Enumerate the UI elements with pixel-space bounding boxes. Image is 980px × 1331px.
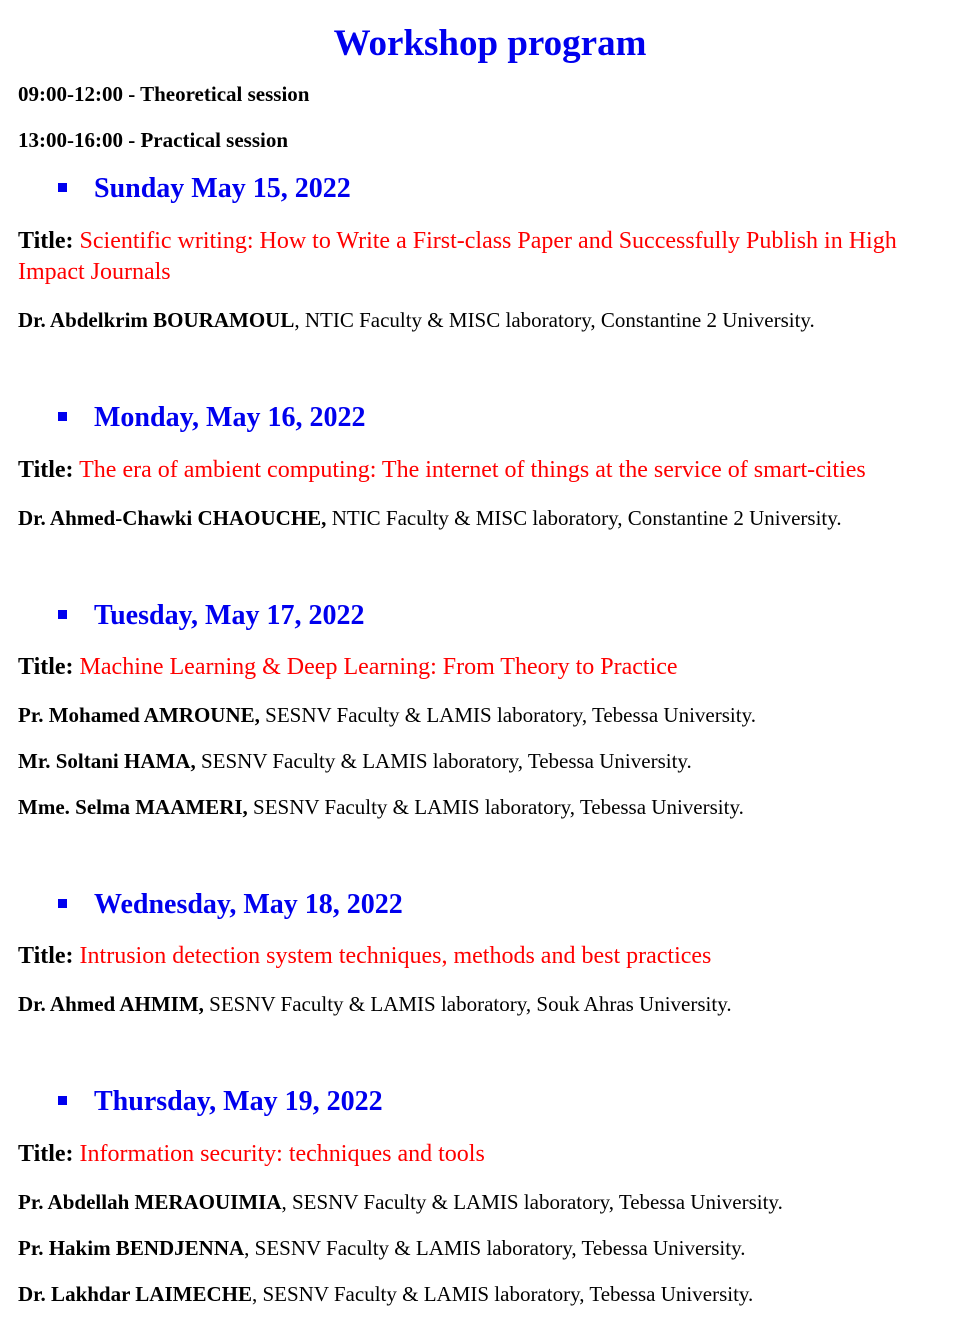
page-title: Workshop program [333,23,647,64]
talk-title-tuesday [18,652,968,683]
speaker-line [18,505,968,531]
speaker-affiliation: , SESNV Faculty & LAMIS laboratory, Tebessa University. [251,1282,754,1306]
square-bullet-icon [58,610,67,619]
day-heading-monday: Monday, May 16, 2022 [94,402,366,433]
speaker-name: Dr. Abdelkrim BOURAMOUL [18,308,295,332]
speaker-affiliation: SESNV Faculty & LAMIS laboratory, Tebessa University. [247,795,744,819]
talk-title-sunday [18,226,968,288]
day-heading-sunday: Sunday May 15, 2022 [94,173,351,204]
day-heading-tuesday: Tuesday, May 17, 2022 [94,600,365,631]
speaker-line [18,1235,968,1261]
schedule-label: Practical session [140,128,289,152]
schedule-theoretical [18,81,309,107]
talk-title-text: Intrusion detection system techniques, methods and best practices [79,943,712,969]
speaker-affiliation: SESNV Faculty & LAMIS laboratory, Tebessa University. [195,749,692,773]
title-label: Title: [18,1141,74,1167]
speaker-name: Dr. Lakhdar LAIMECHE [18,1282,252,1306]
schedule-time: 13:00-16:00 [18,128,123,152]
speaker-affiliation: , SESNV Faculty & LAMIS laboratory, Tebessa University. [281,1190,783,1214]
speaker-name: Mme. Selma MAAMERI, [18,795,248,819]
speaker-line [18,748,968,774]
square-bullet-icon [58,412,67,421]
speaker-line [18,1189,968,1215]
schedule-label: Theoretical session [140,82,310,106]
talk-title-wednesday [18,941,968,972]
speaker-name: Pr. Abdellah MERAOUIMIA [18,1190,282,1214]
square-bullet-icon [58,1096,67,1105]
title-label: Title: [18,228,74,254]
talk-title-thursday [18,1139,968,1170]
speaker-name: Pr. Mohamed AMROUNE, [18,703,260,727]
schedule-practical [18,127,288,153]
schedule-time: 09:00-12:00 [18,82,123,106]
speaker-line [18,794,968,820]
speaker-affiliation: , NTIC Faculty & MISC laboratory, Constantine 2 University. [294,308,815,332]
schedule-separator: - [122,82,141,106]
title-label: Title: [18,943,74,969]
title-label: Title: [18,457,74,483]
talk-title-monday [18,455,968,486]
talk-title-text: Machine Learning & Deep Learning: From Theory to Practice [79,654,678,680]
day-heading-thursday: Thursday, May 19, 2022 [94,1086,383,1117]
speaker-affiliation: NTIC Faculty & MISC laboratory, Constantine 2 University. [326,506,842,530]
talk-title-text: The era of ambient computing: The internet of things at the service of smart-cities [79,457,866,483]
speaker-line [18,307,968,333]
square-bullet-icon [58,183,67,192]
speaker-line [18,702,968,728]
talk-title-text: Scientific writing: How to Write a First-class Paper and Successfully Publish in High Impact Journals [18,228,897,285]
speaker-name: Dr. Ahmed-Chawki CHAOUCHE, [18,506,327,530]
speaker-name: Pr. Hakim BENDJENNA [18,1236,245,1260]
speaker-name: Dr. Ahmed AHMIM, [18,992,204,1016]
day-heading-wednesday: Wednesday, May 18, 2022 [94,889,403,920]
speaker-affiliation: SESNV Faculty & LAMIS laboratory, Tebessa University. [259,703,756,727]
speaker-line [18,1281,968,1307]
speaker-affiliation: , SESNV Faculty & LAMIS laboratory, Tebessa University. [244,1236,746,1260]
speaker-name: Mr. Soltani HAMA, [18,749,196,773]
title-label: Title: [18,654,74,680]
speaker-affiliation: SESNV Faculty & LAMIS laboratory, Souk Ahras University. [203,992,732,1016]
schedule-separator: - [122,128,141,152]
square-bullet-icon [58,899,67,908]
speaker-line [18,991,968,1017]
talk-title-text: Information security: techniques and tools [79,1141,485,1167]
